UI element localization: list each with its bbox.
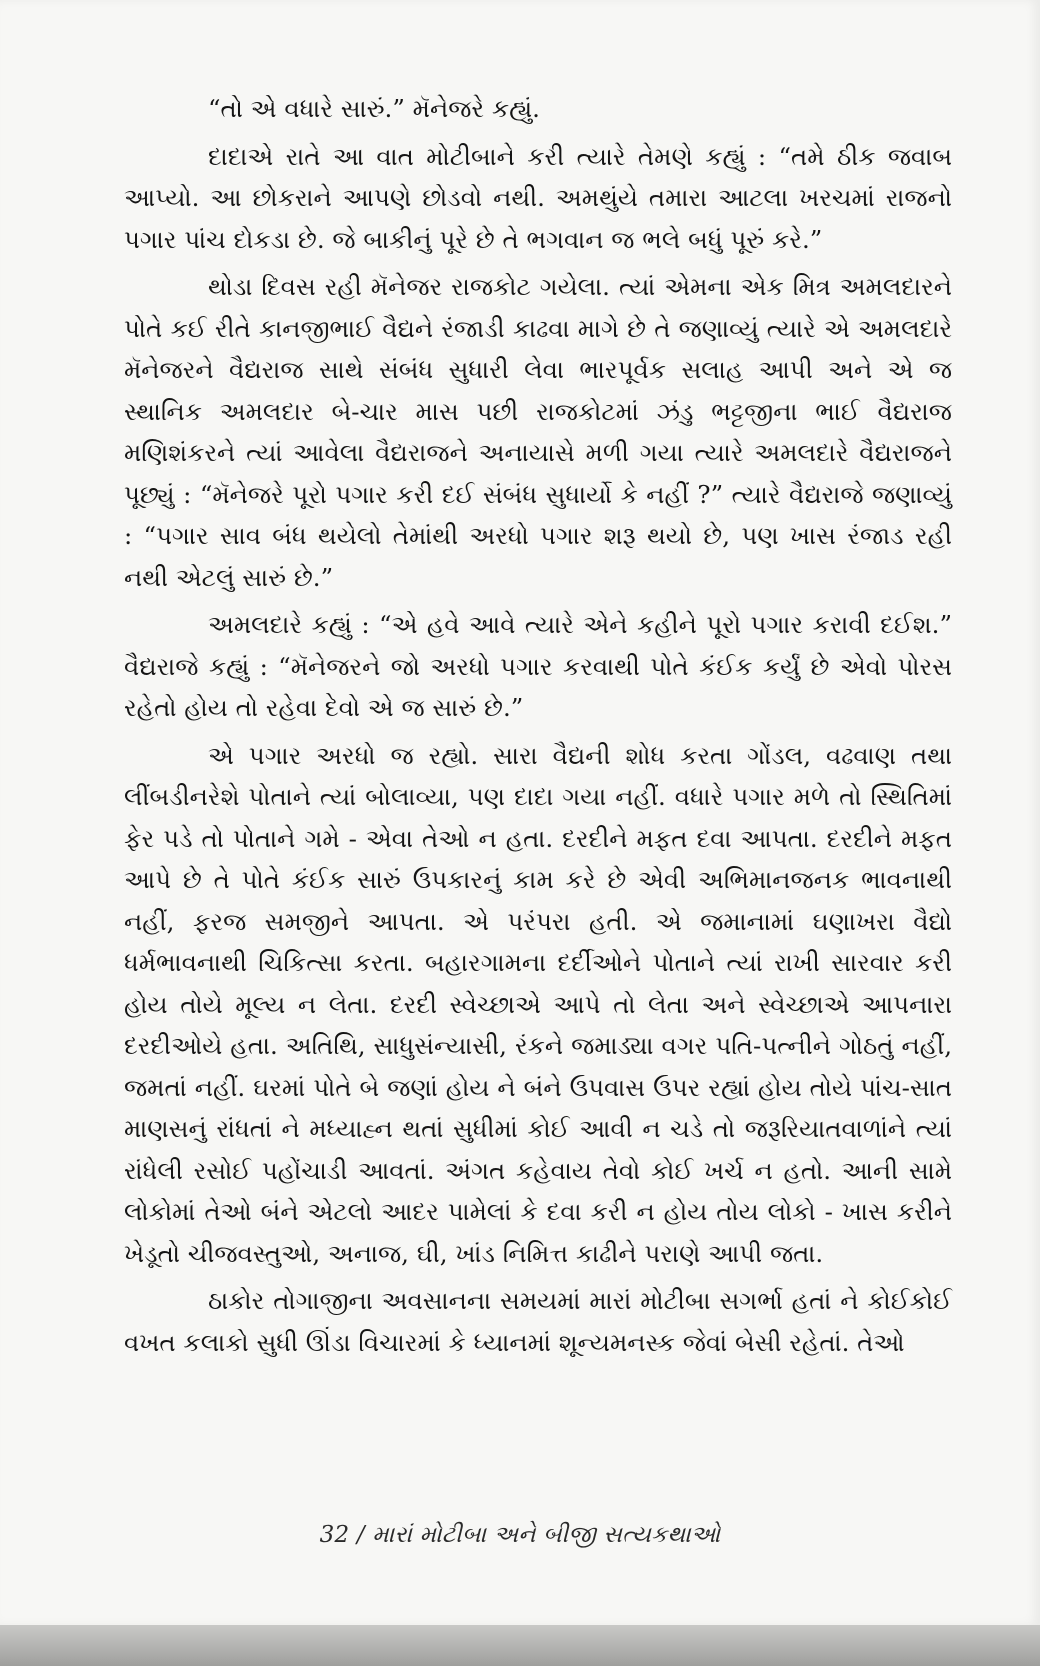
paragraph-2: દાદાએ રાતે આ વાત મોટીબાને કરી ત્યારે તેમણે કહ્યું : “તમે ઠીક જવાબ આપ્યો. આ છોકરાને આપણે છોડવો નથી. અમથુંયે તમારા આટલા ખરચમાં રાજનો પગાર પાંચ દોકડા છે. જે બાકીનું પૂરે છે તે ભગવાન જ ભલે બધું પૂરું કરે.” xyxy=(124,141,952,254)
paragraph-6: ઠાકોર તોગાજીના અવસાનના સમયમાં મારાં મોટીબા સગર્ભા હતાં ને કોઈકોઈ વખત કલાકો સુધી ઊંડા વિચારમાં કે ધ્યાનમાં શૂન્યમનસ્ક જેવાં બેસી રહેતાં. તેઓ xyxy=(124,1286,952,1357)
scan-bottom-band xyxy=(0,1625,1040,1666)
page-footer: 32 / મારાં મોટીબા અને બીજી સત્યકથાઓ xyxy=(319,1522,721,1548)
paragraph-4: અમલદારે કહ્યું : “એ હવે આવે ત્યારે એને કહીને પૂરો પગાર કરાવી દઈશ.” વૈદ્યરાજે કહ્યું : “મૅનેજરને જો અરધો પગાર કરવાથી પોતે કંઈક કર્યું છે એવો પોરસ રહેતો હોય તો રહેવા દેવો એ જ સારું છે.” xyxy=(124,610,952,722)
page-body xyxy=(124,88,952,1369)
paragraph-5: એ પગાર અરધો જ રહ્યો. સારા વૈદ્યની શોધ કરતા ગોંડલ, વઢવાણ તથા લીંબડીનરેશે પોતાને ત્યાં બોલાવ્યા, પણ દાદા ગયા નહીં. વધારે પગાર મળે તો સ્થિતિમાં ફેર પડે તો પોતાને ગમે - એવા તેઓ ન હતા. દરદીને મફત દવા આપતા. દરદીને મફત આપે છે તે પોતે કંઈક સારું ઉપકારનું કામ કરે છે એવી અભિમાનજનક ભાવનાથી નહીં, ફરજ સમજીને આપતા. એ પરંપરા હતી. એ જમાનામાં ઘણાખરા વૈદ્યો ધર્મભાવનાથી ચિકિત્સા કરતા. બહારગામના દર્દીઓને પોતાને ત્યાં રાખી સારવાર કરી હોય તોયે મૂલ્ય ન લેતા. દરદી સ્વેચ્છાએ આપે તો લેતા અને સ્વેચ્છાએ આપનારા દરદીઓયે હતા. અતિથિ, સાધુસંન્યાસી, રંકને જમાડ્યા વગર પતિ-પત્નીને ગોઠતું નહીં, જમતાં નહીં. ઘરમાં પોતે બે જણાં હોય ને બંને ઉપવાસ ઉપર રહ્યાં હોય તોયે પાંચ-સાત માણસનું રાંધતાં ને મધ્યાહ્ન થતાં સુધીમાં કોઈ આવી ન ચડે તો જરૂરિયાતવાળાંને ત્યાં રાંધેલી રસોઈ પહોંચાડી આવતાં. અંગત કહેવાય તેવો કોઈ ખર્ચ ન હતો. આની સામે લોકોમાં તેઓ બંને એટલો આદર પામેલાં કે દવા કરી ન હોય તોય લોકો - ખાસ કરીને ખેડૂતો ચીજવસ્તુઓ, અનાજ, ઘી, ખાંડ નિમિત્ત કાઢીને પરાણે આપી જતા. xyxy=(124,740,952,1268)
paragraph-1: “તો એ વધારે સારું.” મૅનેજરે કહ્યું. xyxy=(208,94,540,123)
paragraph-3: થોડા દિવસ રહી મૅનેજર રાજકોટ ગયેલા. ત્યાં એમના એક મિત્ર અમલદારને પોતે કઈ રીતે કાનજીભાઈ વૈદ્યને રંજાડી કાઢવા માગે છે તે જણાવ્યું ત્યારે એ અમલદારે મૅનેજરને વૈદ્યરાજ સાથે સંબંધ સુધારી લેવા ભારપૂર્વક સલાહ આપી અને એ જ સ્થાનિક અમલદાર બે-ચાર માસ પછી રાજકોટમાં ઝંડુ ભટ્ટજીના ભાઈ વૈદ્યરાજ મણિશંકરને ત્યાં આવેલા વૈદ્યરાજને અનાયાસે મળી ગયા ત્યારે અમલદારે વૈદ્યરાજને પૂછ્યું : “મૅનેજરે પૂરો પગાર કરી દઈ સંબંધ સુધાર્યો કે નહીં ?” ત્યારે વૈદ્યરાજે જણાવ્યું : “પગાર સાવ બંધ થયેલો તેમાંથી અરધો પગાર શરૂ થયો છે, પણ ખાસ રંજાડ રહી નથી એટલું સારું છે.” xyxy=(124,272,952,592)
